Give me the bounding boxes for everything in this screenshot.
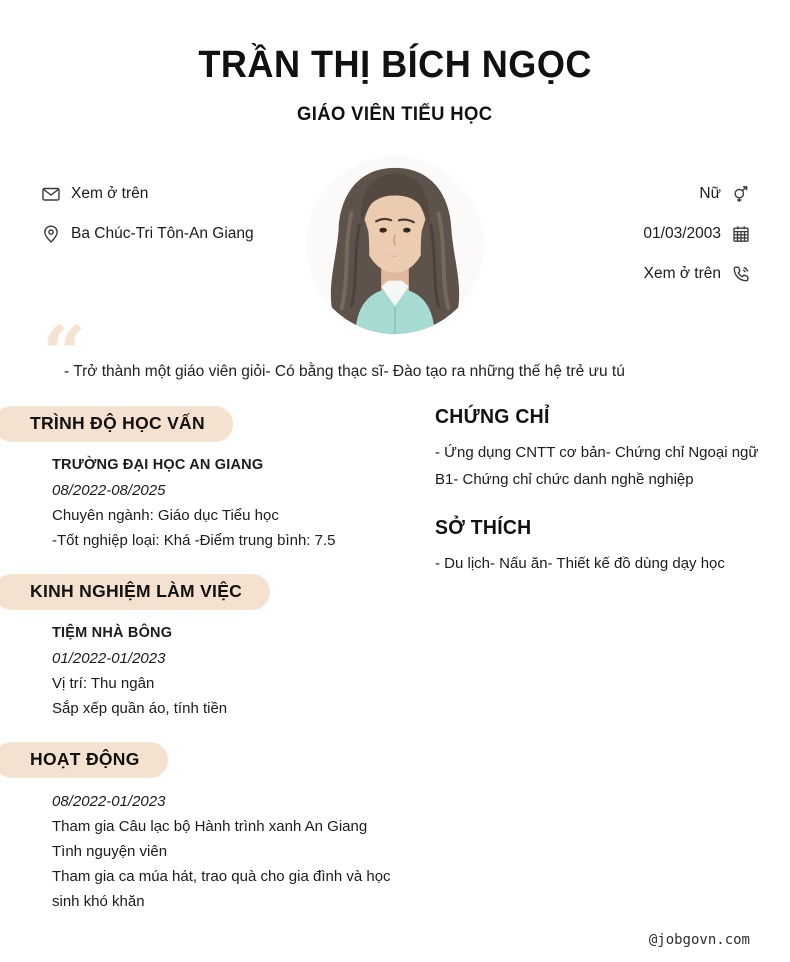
- contact-gender-row: [643, 182, 752, 206]
- experience-entry: [52, 621, 414, 721]
- activities-period: 08/2022-01/2023: [52, 793, 166, 810]
- contact-email-text: Xem ở trên: [71, 185, 149, 202]
- avatar: [306, 156, 484, 334]
- watermark: @jobgovn.com: [648, 932, 750, 948]
- phone-icon: [730, 263, 752, 285]
- contact-email-row: [40, 182, 254, 206]
- contact-birthdate-text: 01/03/2003: [643, 225, 721, 242]
- section-title-hobbies: SỞ THÍCH: [435, 517, 532, 539]
- activities-line-2: Tình nguyện viên: [52, 843, 168, 860]
- hobbies-text: - Du lịch- Nấu ăn- Thiết kế đồ dùng dạy học: [435, 555, 725, 572]
- section-title-experience: KINH NGHIỆM LÀM VIỆC: [0, 574, 270, 610]
- calendar-icon: [730, 223, 752, 245]
- section-title-certificates: CHỨNG CHỈ: [435, 406, 550, 428]
- activities-entry: [52, 789, 414, 914]
- education-period: 08/2022-08/2025: [52, 482, 166, 499]
- gender-icon: [730, 183, 752, 205]
- education-school: TRƯỜNG ĐẠI HỌC AN GIANG: [52, 457, 264, 473]
- experience-task: Sắp xếp quần áo, tính tiền: [52, 700, 228, 717]
- location-pin-icon: [40, 223, 62, 245]
- education-grade: -Tốt nghiệp loại: Khá -Điểm trung bình: 7.5: [52, 532, 336, 549]
- contact-right: [643, 182, 752, 302]
- portrait-illustration: [306, 156, 484, 334]
- right-column: [435, 406, 765, 601]
- section-experience: [0, 574, 420, 721]
- left-column: [0, 406, 420, 935]
- envelope-icon: [40, 183, 62, 205]
- section-education: [0, 406, 420, 553]
- quote-icon: “: [42, 309, 86, 398]
- contact-gender-text: Nữ: [699, 185, 721, 202]
- activities-line-1: Tham gia Câu lạc bộ Hành trình xanh An Giang: [52, 818, 368, 835]
- section-title-activities: HOẠT ĐỘNG: [0, 742, 168, 778]
- education-major: Chuyên ngành: Giáo dục Tiểu học: [52, 507, 279, 524]
- certificates-text: - Ứng dụng CNTT cơ bản- Chứng chỉ Ngoại ngữ B1- Chứng chỉ chức danh nghề nghiệp: [435, 444, 759, 488]
- contact-address-text: Ba Chúc-Tri Tôn-An Giang: [71, 225, 254, 242]
- section-title-education: TRÌNH ĐỘ HỌC VẤN: [0, 406, 233, 442]
- education-entry: [52, 453, 414, 553]
- job-title: GIÁO VIÊN TIỂU HỌC: [297, 104, 493, 125]
- section-hobbies: [435, 517, 765, 577]
- section-certificates: [435, 406, 765, 493]
- page-title: TRẦN THỊ BÍCH NGỌC: [198, 44, 592, 86]
- contact-phone-row: [643, 262, 752, 286]
- contact-phone-text: Xem ở trên: [643, 265, 721, 282]
- experience-role: Vị trí: Thu ngân: [52, 675, 155, 692]
- activities-line-3: Tham gia ca múa hát, trao quà cho gia đình và học sinh khó khăn: [52, 868, 391, 910]
- contact-left: [40, 182, 254, 262]
- contact-address-row: [40, 222, 254, 246]
- experience-period: 01/2022-01/2023: [52, 650, 166, 667]
- experience-company: TIỆM NHÀ BÔNG: [52, 625, 173, 641]
- section-activities: [0, 742, 420, 914]
- contact-birthdate-row: [643, 222, 752, 246]
- career-objective: - Trở thành một giáo viên giỏi- Có bằng thạc sĩ- Đào tạo ra những thế hệ trẻ ưu tú: [64, 363, 625, 380]
